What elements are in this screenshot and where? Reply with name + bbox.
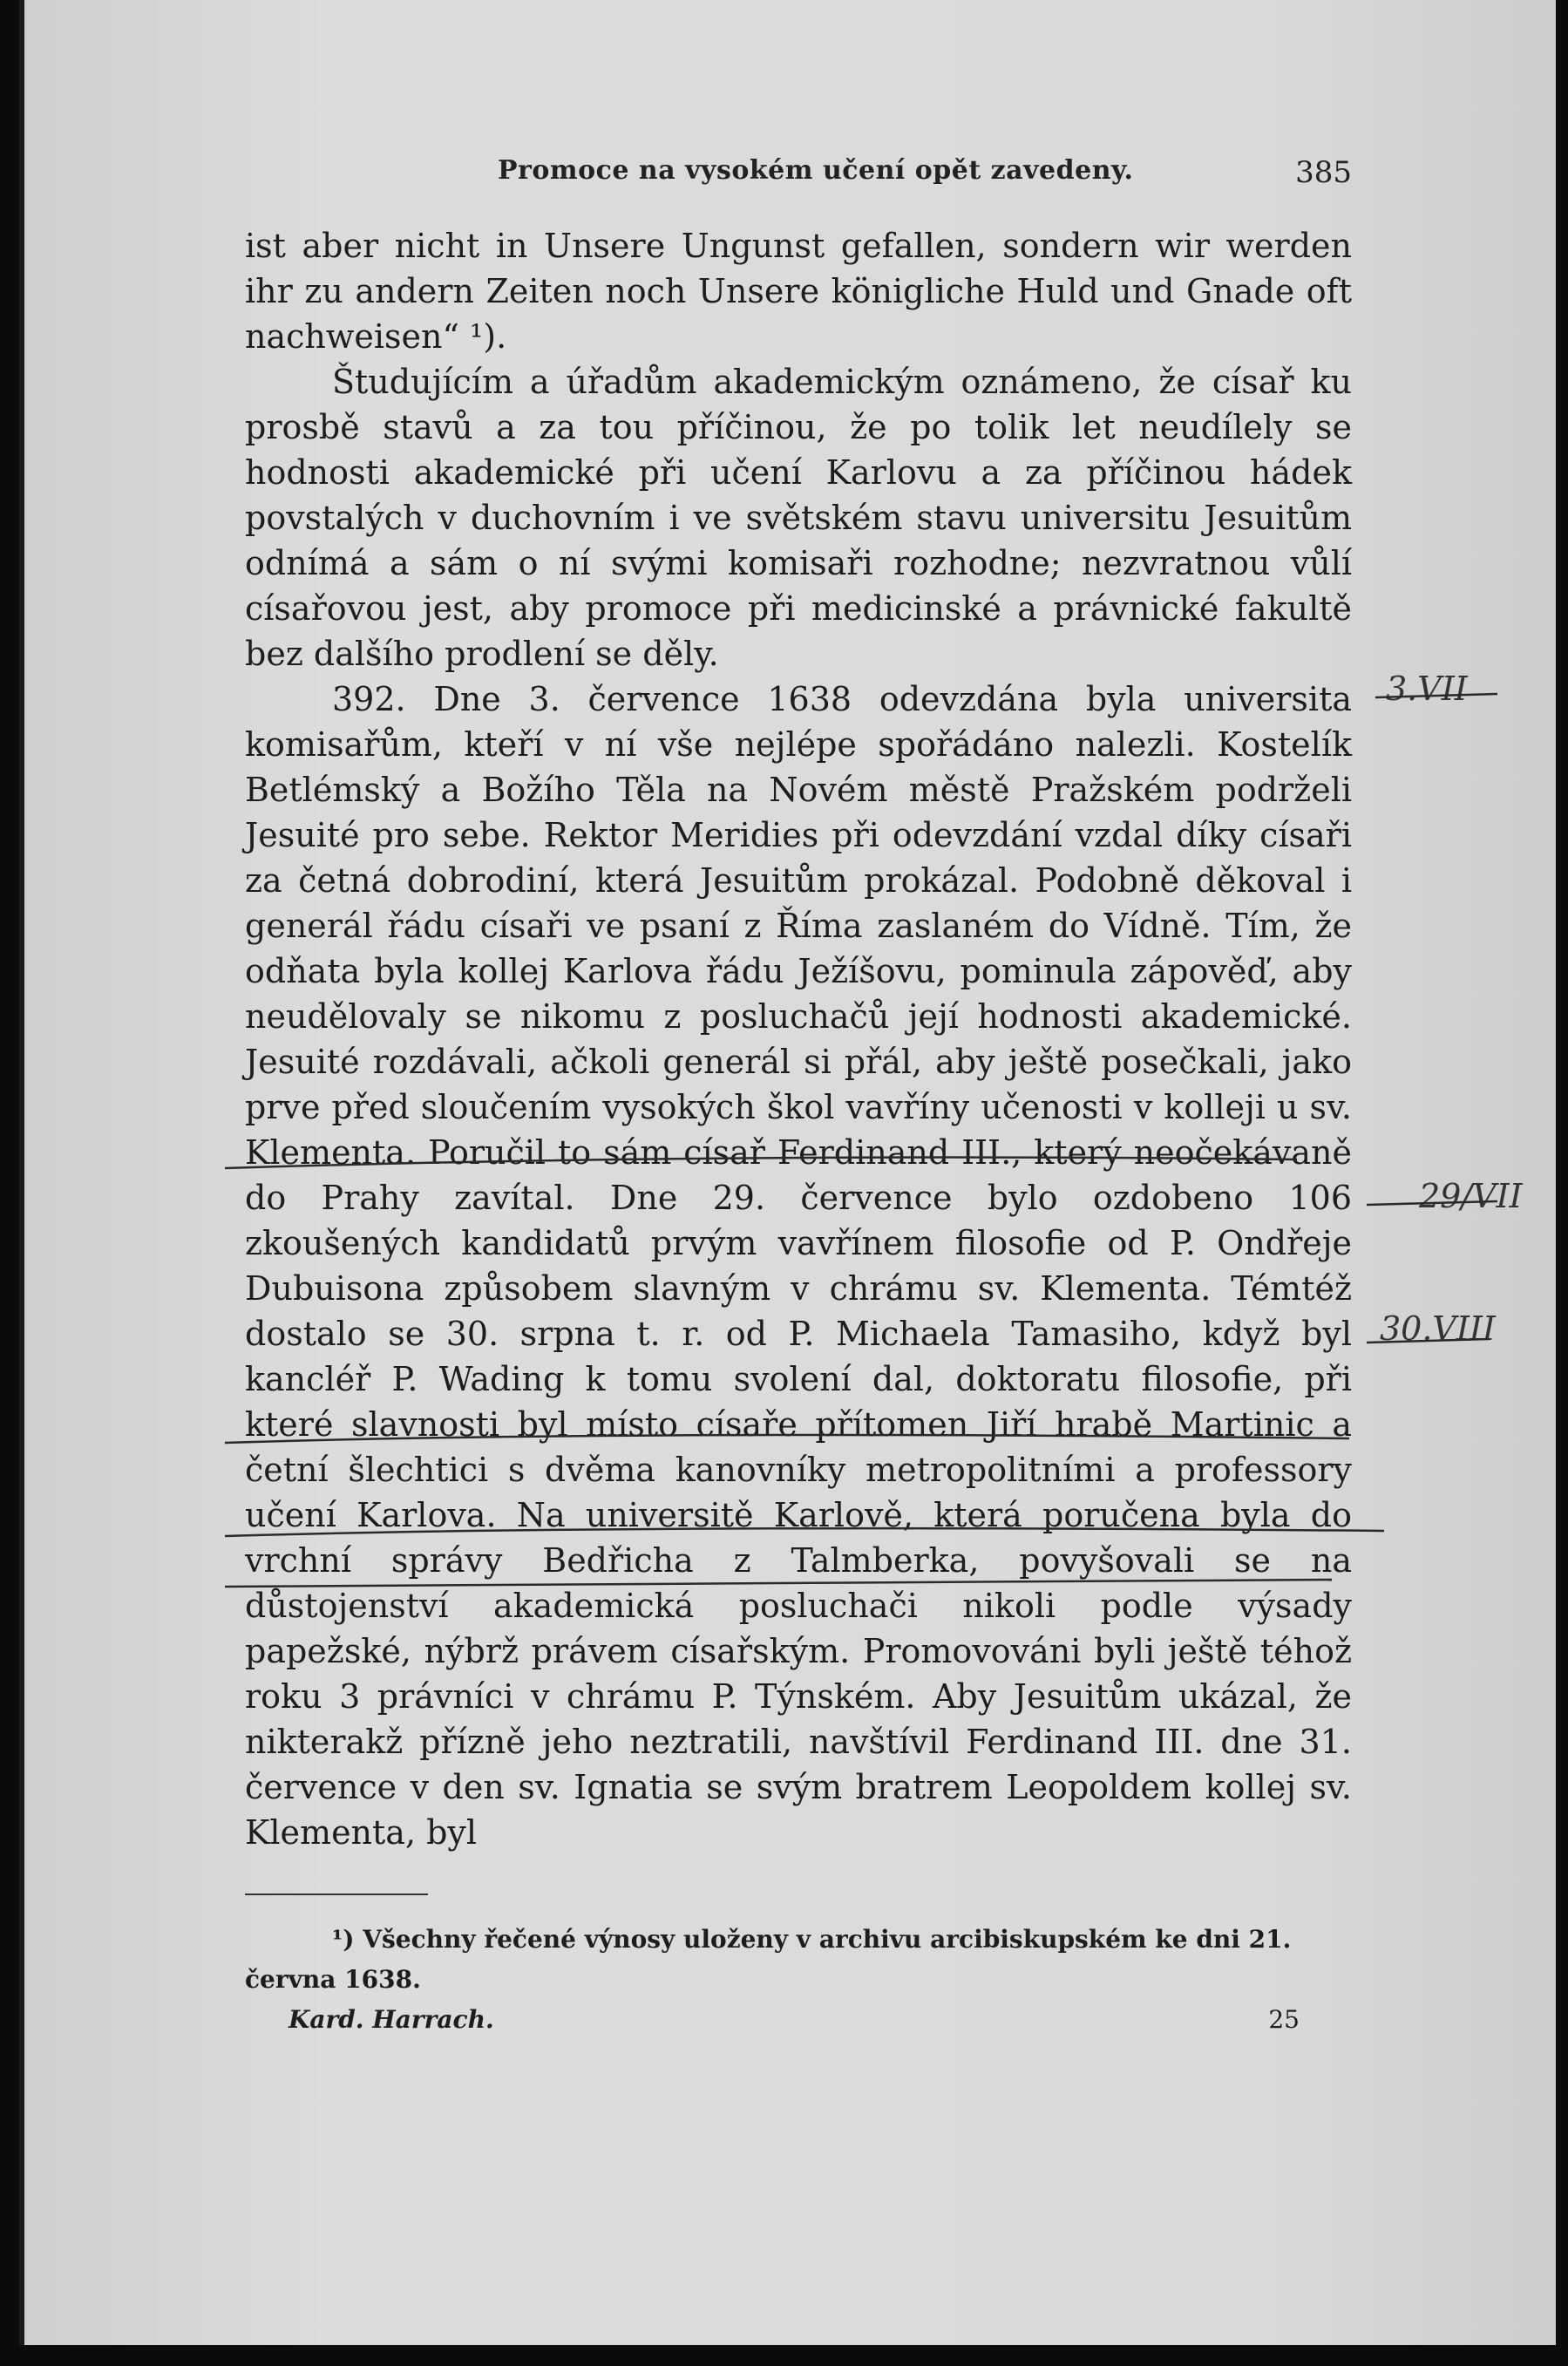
margin-note-august-30: 30.VIII — [1380, 1309, 1496, 1348]
page-number: 385 — [1295, 155, 1352, 190]
signature-mark: Kard. Harrach. — [288, 2005, 494, 2034]
sheet-number: 25 — [1268, 2005, 1300, 2034]
annotation-underline-1 — [225, 1158, 1297, 1168]
paragraph-announcement: Študujícím a úřadům akademickým oznámeno, že císař ku prosbě stavů a za tou příčinou, že po tolik let neudílely se hodnosti akademické při učení Karlovu a za příčinou hádek povstalých v duchovním i ve světském stavu universitu Jesuitům odnímá a sám o ní svými komisaři rozhodne; nezvratnou vůlí císařovou jest, aby promoce při medicinské a právnické fakultě bez dalšího prodlení se děly. — [245, 363, 1352, 673]
paragraph-392: 392. Dne 3. července 1638 odevzdána byla universita komisařům, kteří v ní vše nejlépe spořádáno nalezli. Kostelík Betlémský a Božího Těla na Novém městě Pražském podrželi Jesuité pro sebe. Rektor Meridies při odevzdání vzdal díky císaři za četná dobrodiní, která Jesuitům prokázal. Podobně děkoval i generál řádu císaři ve psaní z Říma zaslaném do Vídně. Tím, že odňata byla kollej Karlova řádu Ježíšovu, pominula zápověď, aby neudělovaly se nikomu z posluchačů její hodnosti akademické. Jesuité rozdávali, ačkoli generál si přál, aby ještě posečkali, jako prve před sloučením vysokých škol vavříny učenosti v kolleji u sv. Klementa. Poručil to sám císař Ferdinand III., který neočekávaně do Prahy zavítal. Dne 29. července bylo ozdobeno 106 zkoušených kandidatů prvým vavřínem filosofie od P. Ondřeje Dubuisona způsobem slavným v chrámu sv. Klementa. Témtéž dostalo se 30. srpna t. r. od P. Michaela Tamasiho, když byl kancléř P. Wading k tomu svolení dal, doktoratu filosofie, při které slavnosti byl místo císaře přítomen Jiří hrabě Martinic a četní šlechtici s dvěma kanovníky metropolitními a professory učení Karlova. Na universitě Karlově, která poručena byla do vrchní správy Bedřicha z Talmberka, povyšovali se na důstojenství akademická posluchači nikoli podle výsady papežské, nýbrž právem císařským. Promovováni byli ještě téhož roku 3 právníci v chrámu P. Týnském. Aby Jesuitům ukázal, že nikterakž přízně jeho neztratili, navštívil Ferdinand III. dne 31. července v den sv. Ignatia se svým bratrem Leopoldem kollej sv. Klementa, byl — [245, 680, 1352, 1852]
annotation-underline-4 — [225, 1580, 1332, 1587]
annotation-margin-stroke-3 — [1375, 694, 1497, 697]
running-title: Promoce na vysokém učení opět zavedeny. — [498, 155, 1134, 186]
margin-note-july-3: 3.VII — [1386, 670, 1468, 708]
annotation-underline-3 — [225, 1528, 1384, 1536]
book-page — [19, 0, 1556, 2345]
pencil-annotations — [24, 0, 1556, 2345]
margin-note-july-29: 29/VII — [1419, 1177, 1523, 1215]
annotation-margin-stroke-1 — [1367, 1201, 1497, 1205]
annotation-margin-stroke-2 — [1367, 1339, 1489, 1343]
paragraph-continuation: ist aber nicht in Unsere Ungunst gefallen, sondern wir werden ihr zu andern Zeiten noch Unsere königliche Huld und Gnade oft nachweisen“ ¹). — [245, 227, 1352, 356]
footnote-1: ¹) Všechny řečené výnosy uloženy v archivu arcibiskupském ke dni 21. června 1638. — [245, 1925, 1292, 1994]
annotation-underline-2 — [225, 1435, 1349, 1443]
